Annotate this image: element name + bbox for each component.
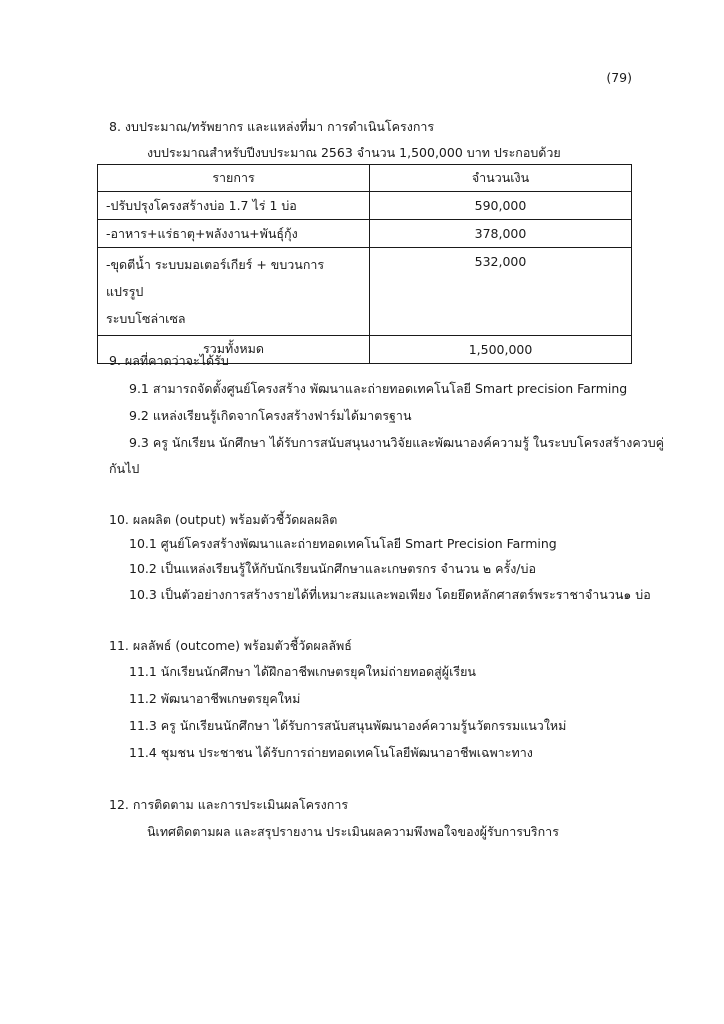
table-row [98,248,632,336]
section-8-heading: 8. งบประมาณ/ทรัพยากร และแหล่งที่มา การดำเนินโครงการ [109,119,435,134]
row-item-line-1: -ขุดตีน้ำ ระบบมอเตอร์เกียร์ + ขบวนการแปรรูป [106,257,325,299]
section-9-heading: 9. ผลที่คาดว่าจะได้รับ [109,353,229,368]
budget-table [97,164,632,364]
section-12-heading: 12. การติดตาม และการประเมินผลโครงการ [109,797,349,812]
section-10-heading: 10. ผลผลิต (output) พร้อมตัวชี้วัดผลผลิต [109,512,338,527]
list-item: 9.2 แหล่งเรียนรู้เกิดจากโครงสร้างฟาร์มได้มาตรฐาน [129,408,412,423]
table-row [98,192,632,220]
list-item-continuation: กันไป [109,461,140,476]
list-item: 10.1 ศูนย์โครงสร้างพัฒนาและถ่ายทอดเทคโนโลยี Smart Precision Farming [129,536,557,551]
row-amount: 378,000 [370,220,632,248]
section-11-heading: 11. ผลลัพธ์ (outcome) พร้อมตัวชี้วัดผลลัพธ์ [109,638,352,653]
total-label: รวมทั้งหมด [98,336,370,364]
list-item: 10.2 เป็นแหล่งเรียนรู้ให้กับนักเรียนนักศึกษาและเกษตรกร จำนวน ๒ ครั้ง/บ่อ [129,561,536,576]
list-item: 11.4 ชุมชน ประชาชน ได้รับการถ่ายทอดเทคโนโลยีพัฒนาอาชีพเฉพาะทาง [129,745,533,760]
list-item: 9.1 สามารถจัดตั้งศูนย์โครงสร้าง พัฒนาและถ่ายทอดเทคโนโลยี Smart precision Farming [129,381,628,396]
list-item: 11.2 พัฒนาอาชีพเกษตรยุคใหม่ [129,691,301,706]
section-12-body: นิเทศติดตามผล และสรุปรายงาน ประเมินผลความพึงพอใจของผู้รับการบริการ [147,824,559,839]
list-item: 10.3 เป็นตัวอย่างการสร้างรายได้ที่เหมาะสมและพอเพียง โดยยึดหลักศาสตร์พระราชาจำนวน๑ บ่อ [129,587,651,602]
row-item [98,248,370,336]
row-amount: 590,000 [370,192,632,220]
budget-intro: งบประมาณสำหรับปีงบประมาณ 2563 จำนวน 1,500,000 บาท ประกอบด้วย [147,145,561,160]
table-header-row [98,165,632,192]
row-item: -ปรับปรุงโครงสร้างบ่อ 1.7 ไร่ 1 บ่อ [98,192,370,220]
list-item: 11.1 นักเรียนนักศึกษา ได้ฝึกอาชีพเกษตรยุคใหม่ถ่ายทอดสู่ผู้เรียน [129,664,476,679]
column-header-item: รายการ [98,165,370,192]
row-amount: 532,000 [370,248,632,336]
row-item-line-2: ระบบโซล่าเซล [106,311,186,326]
column-header-amount: จำนวนเงิน [370,165,632,192]
row-item: -อาหาร+แร่ธาตุ+พลังงาน+พันธุ์กุ้ง [98,220,370,248]
table-row [98,220,632,248]
total-amount: 1,500,000 [370,336,632,364]
page-number: (79) [606,70,632,85]
list-item: 9.3 ครู นักเรียน นักศึกษา ได้รับการสนับสนุนงานวิจัยและพัฒนาองค์ความรู้ ในระบบโครงสร้างควบคู่ [129,435,665,450]
list-item: 11.3 ครู นักเรียนนักศึกษา ได้รับการสนับสนุนพัฒนาองค์ความรู้นวัตกรรมแนวใหม่ [129,718,567,733]
